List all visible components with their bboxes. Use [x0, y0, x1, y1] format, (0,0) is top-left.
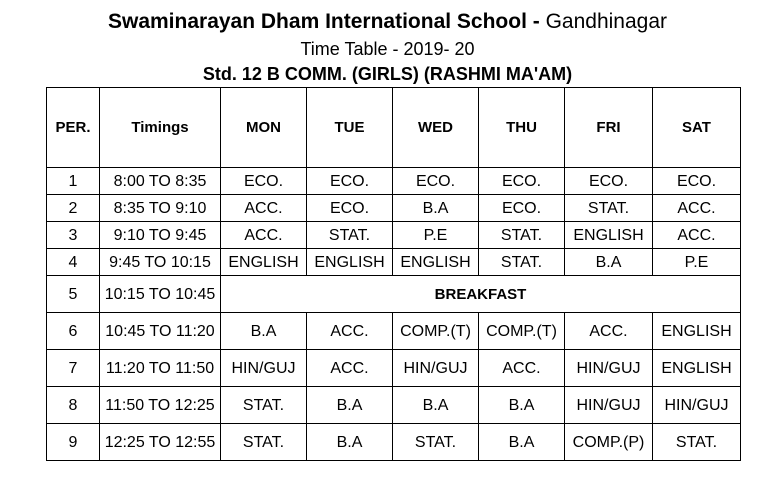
table-row	[47, 350, 741, 387]
subject-cell: B.A	[393, 195, 479, 222]
period-cell: 2	[47, 195, 100, 222]
subject-cell: COMP.(P)	[565, 424, 653, 461]
subject-cell: ECO.	[307, 195, 393, 222]
subject-cell: ACC.	[307, 350, 393, 387]
subject-cell: ACC.	[479, 350, 565, 387]
subject-cell: ACC.	[221, 195, 307, 222]
subject-cell: STAT.	[479, 249, 565, 276]
subject-cell: ECO.	[479, 195, 565, 222]
subject-cell: ECO.	[479, 168, 565, 195]
school-name	[0, 9, 775, 35]
subject-cell: B.A	[307, 424, 393, 461]
subject-cell: STAT.	[565, 195, 653, 222]
subject-cell: HIN/GUJ	[653, 387, 741, 424]
subject-cell: STAT.	[479, 222, 565, 249]
subject-cell: B.A	[221, 313, 307, 350]
subject-cell: P.E	[653, 249, 741, 276]
subject-cell: ECO.	[307, 168, 393, 195]
period-cell: 6	[47, 313, 100, 350]
period-cell: 9	[47, 424, 100, 461]
header-row	[47, 88, 741, 168]
table-row	[47, 387, 741, 424]
table-row	[47, 249, 741, 276]
class-title: Std. 12 B COMM. (GIRLS) (RASHMI MA'AM)	[202, 64, 573, 84]
subject-cell: HIN/GUJ	[565, 387, 653, 424]
column-header: FRI	[565, 88, 653, 168]
period-cell: 4	[47, 249, 100, 276]
subject-cell: ECO.	[653, 168, 741, 195]
timetable-body	[47, 168, 741, 461]
timing-cell: 9:10 TO 9:45	[100, 222, 221, 249]
period-cell: 1	[47, 168, 100, 195]
subject-cell: ECO.	[393, 168, 479, 195]
subject-cell: B.A	[479, 424, 565, 461]
column-header: Timings	[100, 88, 221, 168]
table-row	[47, 313, 741, 350]
subject-cell: ENGLISH	[221, 249, 307, 276]
table-row	[47, 195, 741, 222]
timing-cell: 8:35 TO 9:10	[100, 195, 221, 222]
subject-cell: ACC.	[653, 222, 741, 249]
subject-cell: COMP.(T)	[479, 313, 565, 350]
breakfast-cell: BREAKFAST	[221, 276, 741, 313]
subject-cell: STAT.	[307, 222, 393, 249]
subject-cell: ECO.	[221, 168, 307, 195]
column-header: SAT	[653, 88, 741, 168]
subject-cell: ENGLISH	[307, 249, 393, 276]
timing-cell: 12:25 TO 12:55	[100, 424, 221, 461]
subject-cell: HIN/GUJ	[221, 350, 307, 387]
subject-cell: ENGLISH	[565, 222, 653, 249]
school-name-bold: Swaminarayan Dham International School -	[107, 10, 540, 33]
subject-cell: ENGLISH	[653, 313, 741, 350]
timing-cell: 8:00 TO 8:35	[100, 168, 221, 195]
subject-cell: B.A	[393, 387, 479, 424]
subject-cell: STAT.	[221, 387, 307, 424]
timing-cell: 11:20 TO 11:50	[100, 350, 221, 387]
subject-cell: ACC.	[653, 195, 741, 222]
table-row	[47, 424, 741, 461]
subject-cell: HIN/GUJ	[393, 350, 479, 387]
timetable	[46, 87, 741, 461]
period-cell: 3	[47, 222, 100, 249]
subject-cell: ACC.	[307, 313, 393, 350]
column-header: MON	[221, 88, 307, 168]
column-header: PER.	[47, 88, 100, 168]
period-cell: 7	[47, 350, 100, 387]
subject-cell: ECO.	[565, 168, 653, 195]
table-row	[47, 276, 741, 313]
timetable-year: Time Table - 2019- 20	[300, 39, 475, 59]
period-cell: 5	[47, 276, 100, 313]
column-header: WED	[393, 88, 479, 168]
subject-cell: ACC.	[221, 222, 307, 249]
subject-cell: B.A	[565, 249, 653, 276]
subject-cell: B.A	[479, 387, 565, 424]
table-row	[47, 222, 741, 249]
subject-cell: P.E	[393, 222, 479, 249]
timing-cell: 11:50 TO 12:25	[100, 387, 221, 424]
period-cell: 8	[47, 387, 100, 424]
subject-cell: ACC.	[565, 313, 653, 350]
subject-cell: ENGLISH	[653, 350, 741, 387]
table-row	[47, 168, 741, 195]
subject-cell: COMP.(T)	[393, 313, 479, 350]
subject-cell: STAT.	[221, 424, 307, 461]
subject-cell: STAT.	[393, 424, 479, 461]
school-city: Gandhinagar	[539, 10, 668, 33]
timing-cell: 10:45 TO 11:20	[100, 313, 221, 350]
timing-cell: 10:15 TO 10:45	[100, 276, 221, 313]
subject-cell: HIN/GUJ	[565, 350, 653, 387]
subject-cell: STAT.	[653, 424, 741, 461]
column-header: TUE	[307, 88, 393, 168]
timing-cell: 9:45 TO 10:15	[100, 249, 221, 276]
subject-cell: ENGLISH	[393, 249, 479, 276]
column-header: THU	[479, 88, 565, 168]
subject-cell: B.A	[307, 387, 393, 424]
